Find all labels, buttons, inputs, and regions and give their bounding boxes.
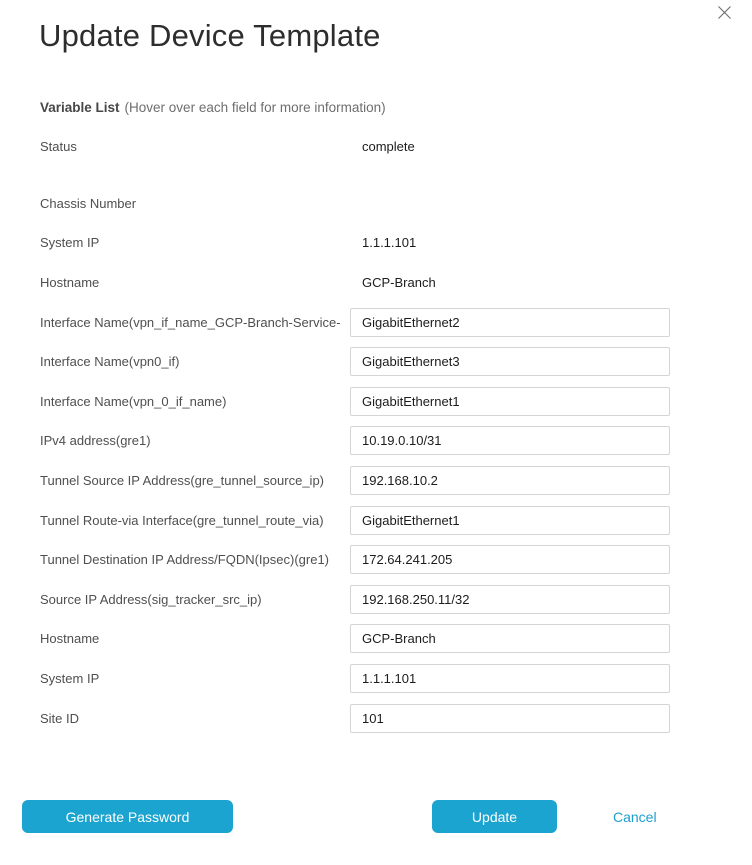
- close-button[interactable]: [715, 5, 733, 23]
- status-value: complete: [362, 139, 415, 155]
- field-row-tunnel-source-ip: [40, 461, 672, 501]
- field-row-hostname: [40, 263, 672, 303]
- interface-name-service-input[interactable]: [350, 308, 670, 337]
- interface-name-vpn0-if-input[interactable]: [350, 347, 670, 376]
- field-label-chassis-number: Chassis Number: [40, 195, 137, 211]
- site-id-input[interactable]: [350, 704, 670, 733]
- field-label-system-ip-editable: System IP: [40, 671, 100, 687]
- cancel-button[interactable]: Cancel: [613, 800, 657, 833]
- variable-list-hint: (Hover over each field for more information): [124, 100, 386, 115]
- field-label-interface-name-vpn0-if: Interface Name(vpn0_if): [40, 354, 180, 370]
- field-row-interface-name-vpn0-if: [40, 342, 672, 382]
- field-label-interface-name-vpn-0-if-name: Interface Name(vpn_0_if_name): [40, 393, 227, 409]
- close-icon: [717, 5, 732, 23]
- variable-list-form: [40, 127, 672, 738]
- sig-tracker-src-ip-input[interactable]: [350, 585, 670, 614]
- field-label-status: Status: [40, 139, 77, 155]
- hostname-input[interactable]: [350, 624, 670, 653]
- tunnel-destination-ip-input[interactable]: [350, 545, 670, 574]
- field-row-system-ip: [40, 223, 672, 263]
- field-label-interface-name-service: Interface Name(vpn_if_name_GCP-Branch-Service-: [40, 314, 341, 330]
- field-row-site-id: [40, 698, 672, 738]
- page-title: Update Device Template: [39, 18, 381, 53]
- field-row-status: [40, 127, 672, 167]
- variable-list-header: [40, 100, 386, 115]
- interface-name-vpn-0-if-name-input[interactable]: [350, 387, 670, 416]
- field-label-sig-tracker-src-ip: Source IP Address(sig_tracker_src_ip): [40, 591, 262, 607]
- update-button[interactable]: Update: [432, 800, 557, 833]
- field-label-hostname-editable: Hostname: [40, 631, 100, 647]
- field-label-system-ip: System IP: [40, 235, 100, 251]
- field-row-tunnel-destination-ip: [40, 540, 672, 580]
- field-row-interface-name-vpn-0-if-name: [40, 382, 672, 422]
- variable-list-heading: Variable List: [40, 100, 120, 115]
- tunnel-source-ip-input[interactable]: [350, 466, 670, 495]
- field-label-ipv4-address-gre1: IPv4 address(gre1): [40, 433, 151, 449]
- field-row-tunnel-route-via: [40, 500, 672, 540]
- field-label-hostname: Hostname: [40, 275, 100, 291]
- field-row-sig-tracker-src-ip: [40, 580, 672, 620]
- field-row-hostname-editable: [40, 619, 672, 659]
- system-ip-value: 1.1.1.101: [362, 235, 417, 251]
- ipv4-address-gre1-input[interactable]: [350, 426, 670, 455]
- field-row-chassis-number: [40, 184, 672, 224]
- field-row-interface-name-service: [40, 302, 672, 342]
- system-ip-input[interactable]: [350, 664, 670, 693]
- hostname-value: GCP-Branch: [362, 275, 436, 291]
- generate-password-button[interactable]: Generate Password: [22, 800, 233, 833]
- field-row-system-ip-editable: [40, 659, 672, 699]
- field-label-tunnel-destination-ip: Tunnel Destination IP Address/FQDN(Ipsec)(gre1): [40, 552, 330, 568]
- field-row-ipv4-address-gre1: [40, 421, 672, 461]
- field-label-site-id: Site ID: [40, 710, 80, 726]
- field-label-tunnel-source-ip: Tunnel Source IP Address(gre_tunnel_source_ip): [40, 473, 325, 489]
- tunnel-route-via-input[interactable]: [350, 506, 670, 535]
- field-label-tunnel-route-via: Tunnel Route-via Interface(gre_tunnel_route_via): [40, 512, 324, 528]
